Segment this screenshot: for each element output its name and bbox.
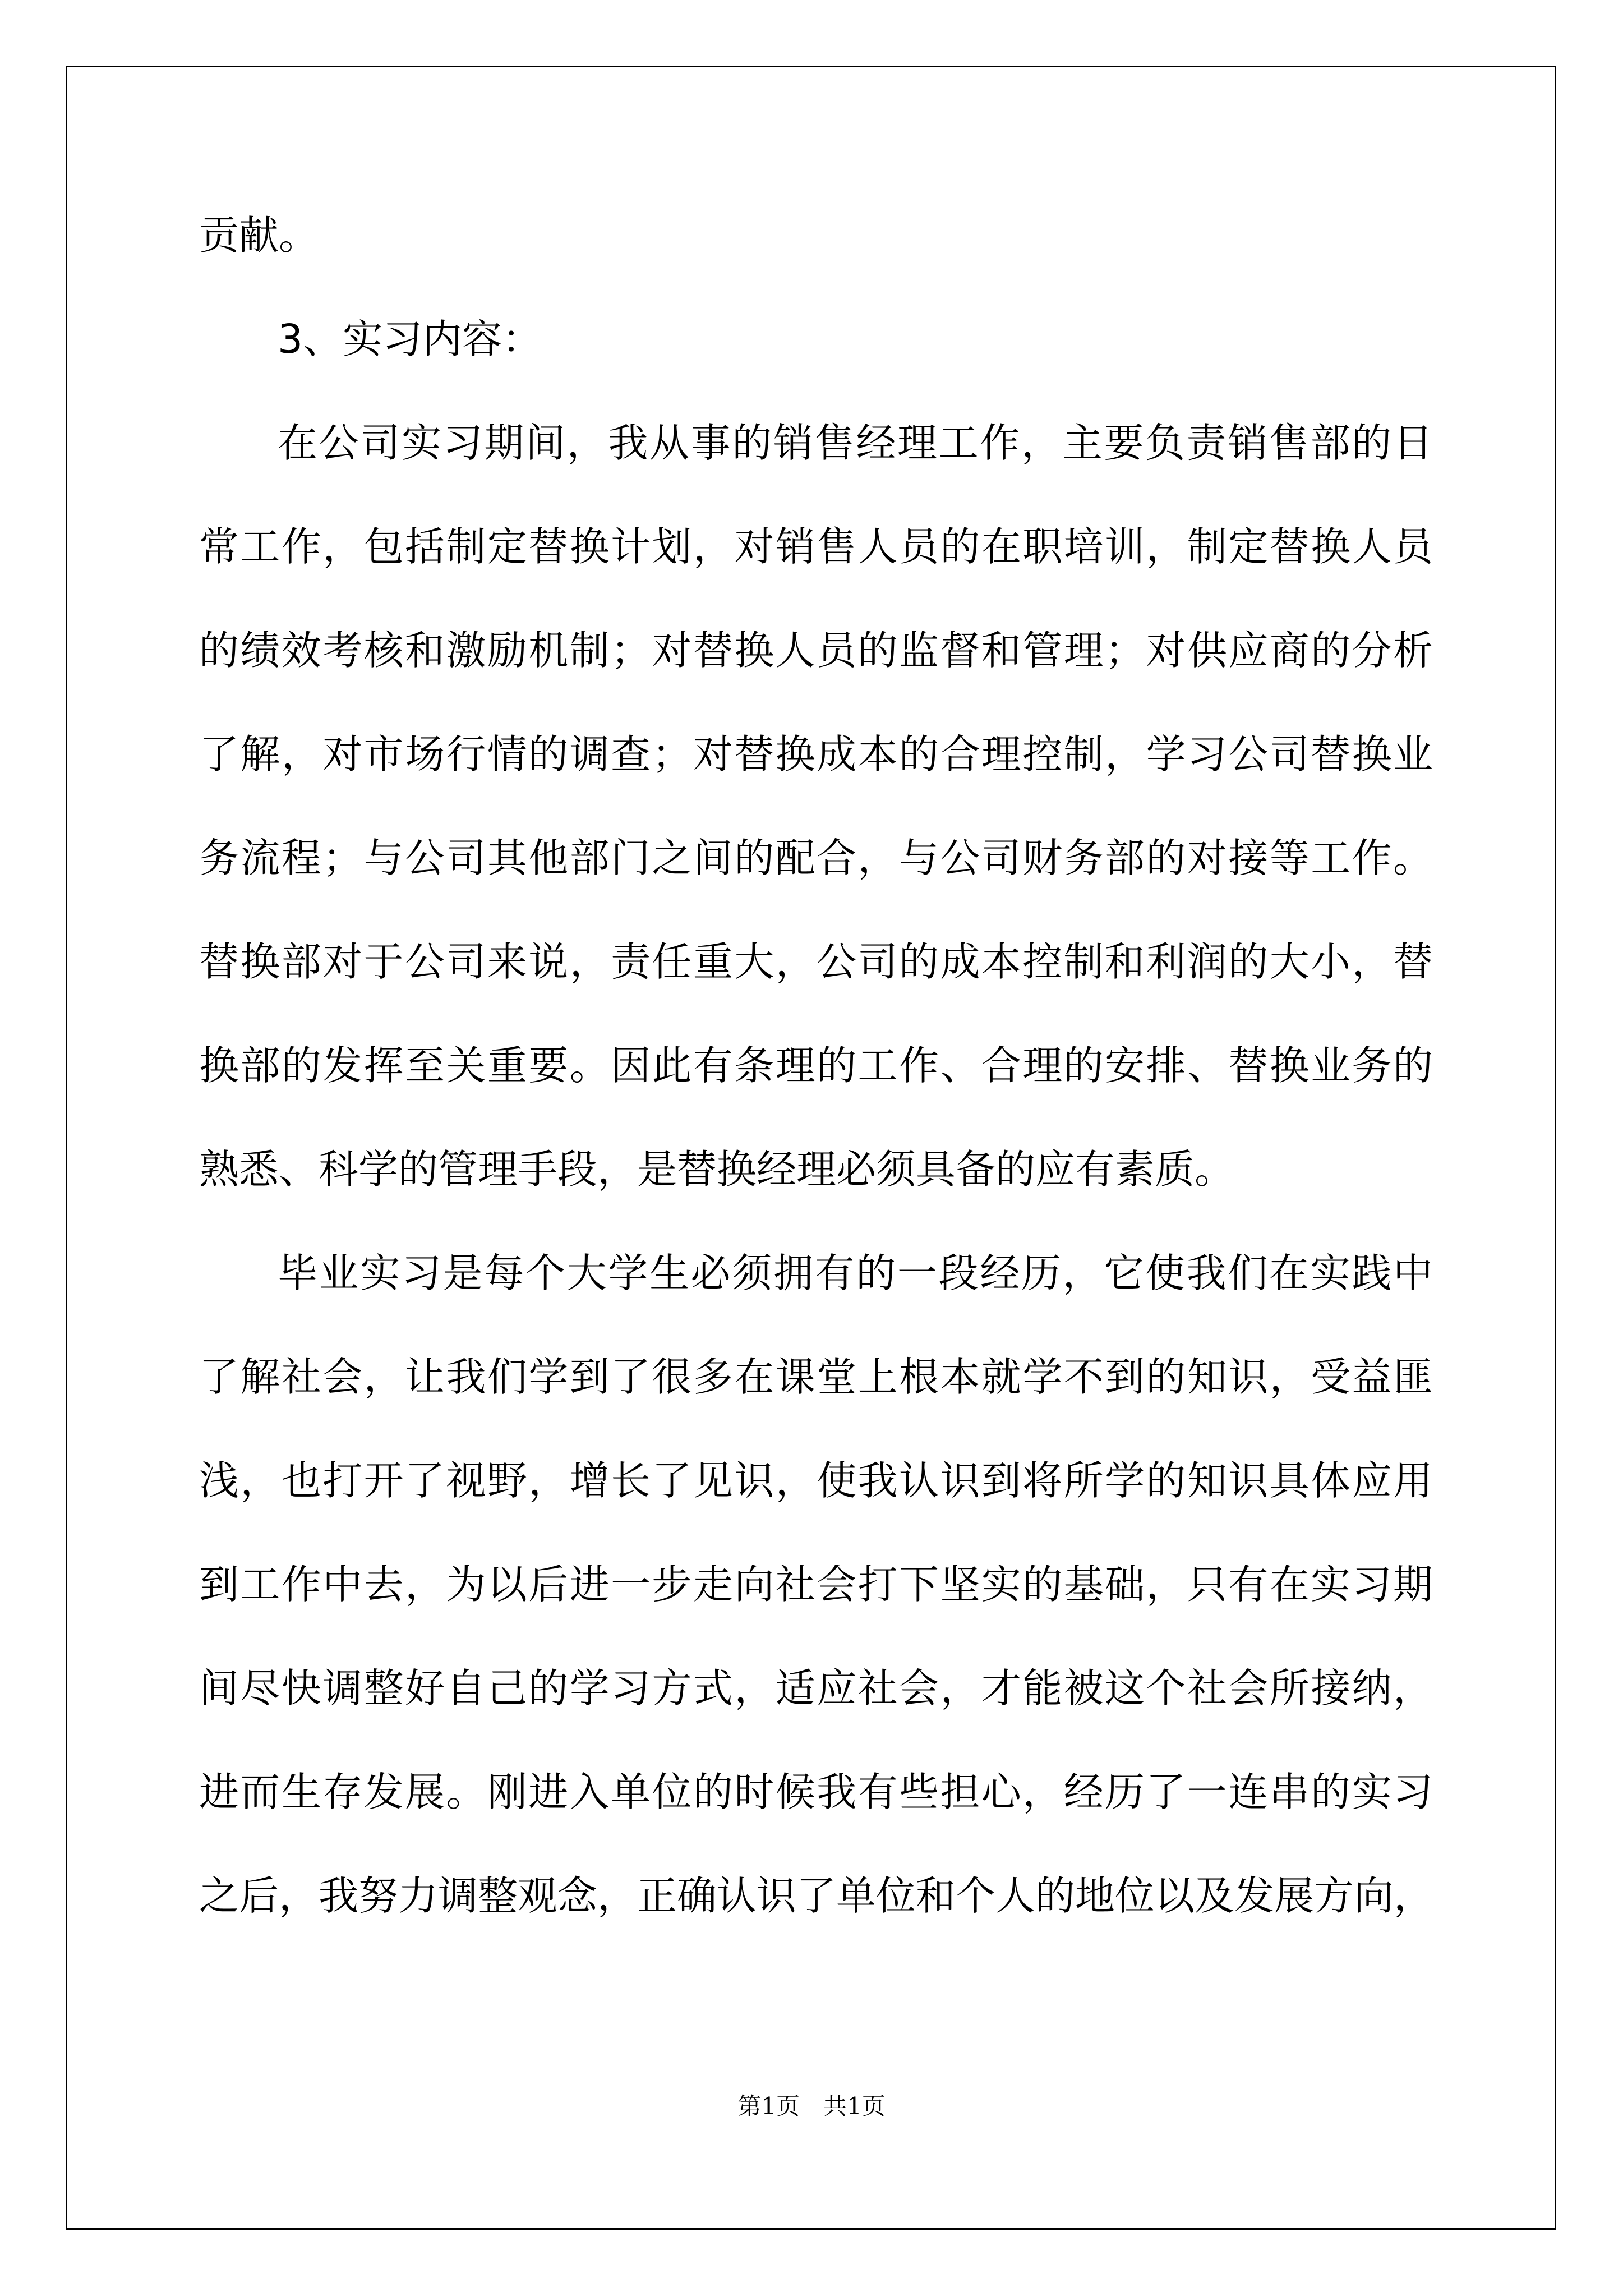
text-line: 换部的发挥至关重要。因此有条理的工作、合理的安排、替换业务的 [199,1042,1433,1089]
text-line: 了解，对市场行情的调查；对替换成本的合理控制，学习公司替换业 [199,731,1433,777]
text-line: 进而生存发展。刚进入单位的时候我有些担心，经历了一连串的实习 [199,1769,1433,1815]
text-line: 贡献。 [199,212,319,259]
text-line: 务流程；与公司其他部门之间的配合，与公司财务部的对接等工作。 [199,835,1433,881]
text-line: 到工作中去，为以后进一步走向社会打下坚实的基础，只有在实习期 [199,1561,1433,1608]
section-heading: 3、实习内容： [278,316,542,362]
text-line: 熟悉、科学的管理手段，是替换经理必须具备的应有素质。 [199,1146,1235,1193]
text-line: 在公司实习期间，我从事的销售经理工作，主要负责销售部的日 [278,420,1433,466]
text-line: 间尽快调整好自己的学习方式，适应社会，才能被这个社会所接纳， [199,1665,1433,1711]
text-line: 的绩效考核和激励机制；对替换人员的监督和管理；对供应商的分析 [199,627,1433,674]
text-line: 浅，也打开了视野，增长了见识，使我认识到将所学的知识具体应用 [199,1457,1433,1504]
text-line: 了解社会，让我们学到了很多在课堂上根本就学不到的知识，受益匪 [199,1354,1433,1400]
text-line: 替换部对于公司来说，责任重大，公司的成本控制和利润的大小，替 [199,938,1433,985]
text-line: 之后，我努力调整观念，正确认识了单位和个人的地位以及发展方向， [199,1872,1434,1919]
page-number-footer: 第1页 共1页 [737,2092,886,2120]
text-line: 毕业实习是每个大学生必须拥有的一段经历，它使我们在实践中 [278,1250,1433,1296]
text-line: 常工作，包括制定替换计划，对销售人员的在职培训，制定替换人员 [199,523,1433,570]
